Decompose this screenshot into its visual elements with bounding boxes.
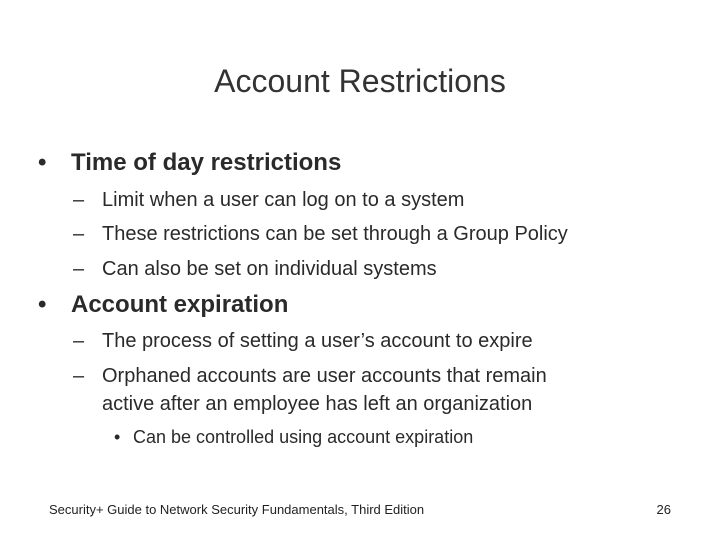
- bullet-text: Time of day restrictions: [71, 149, 342, 176]
- sub-bullet-text: Can also be set on individual systems: [102, 258, 437, 280]
- sub-bullet-text: These restrictions can be set through a Group Policy: [102, 223, 568, 245]
- sub-bullet-marker: •: [114, 427, 121, 447]
- sub-bullet-text: Orphaned accounts are user accounts that remain: [102, 365, 547, 387]
- sub-bullet-text: The process of setting a user’s account to expire: [102, 330, 533, 352]
- dash-marker: –: [73, 223, 85, 245]
- bullet-marker: •: [38, 291, 47, 318]
- sub-bullet-text-continued: active after an employee has left an organization: [102, 393, 533, 415]
- bullet-text: Account expiration: [71, 291, 289, 318]
- footer-text: Security+ Guide to Network Security Fundamentals, Third Edition: [49, 502, 425, 517]
- bullet-marker: •: [38, 149, 47, 176]
- sub-sub-bullet-text: Can be controlled using account expiration: [133, 427, 474, 447]
- page-number: 26: [656, 502, 671, 517]
- dash-marker: –: [73, 365, 85, 387]
- sub-bullet-text: Limit when a user can log on to a system: [102, 189, 465, 211]
- dash-marker: –: [73, 330, 85, 352]
- slide-title: Account Restrictions: [214, 63, 506, 99]
- dash-marker: –: [73, 258, 85, 280]
- dash-marker: –: [73, 189, 85, 211]
